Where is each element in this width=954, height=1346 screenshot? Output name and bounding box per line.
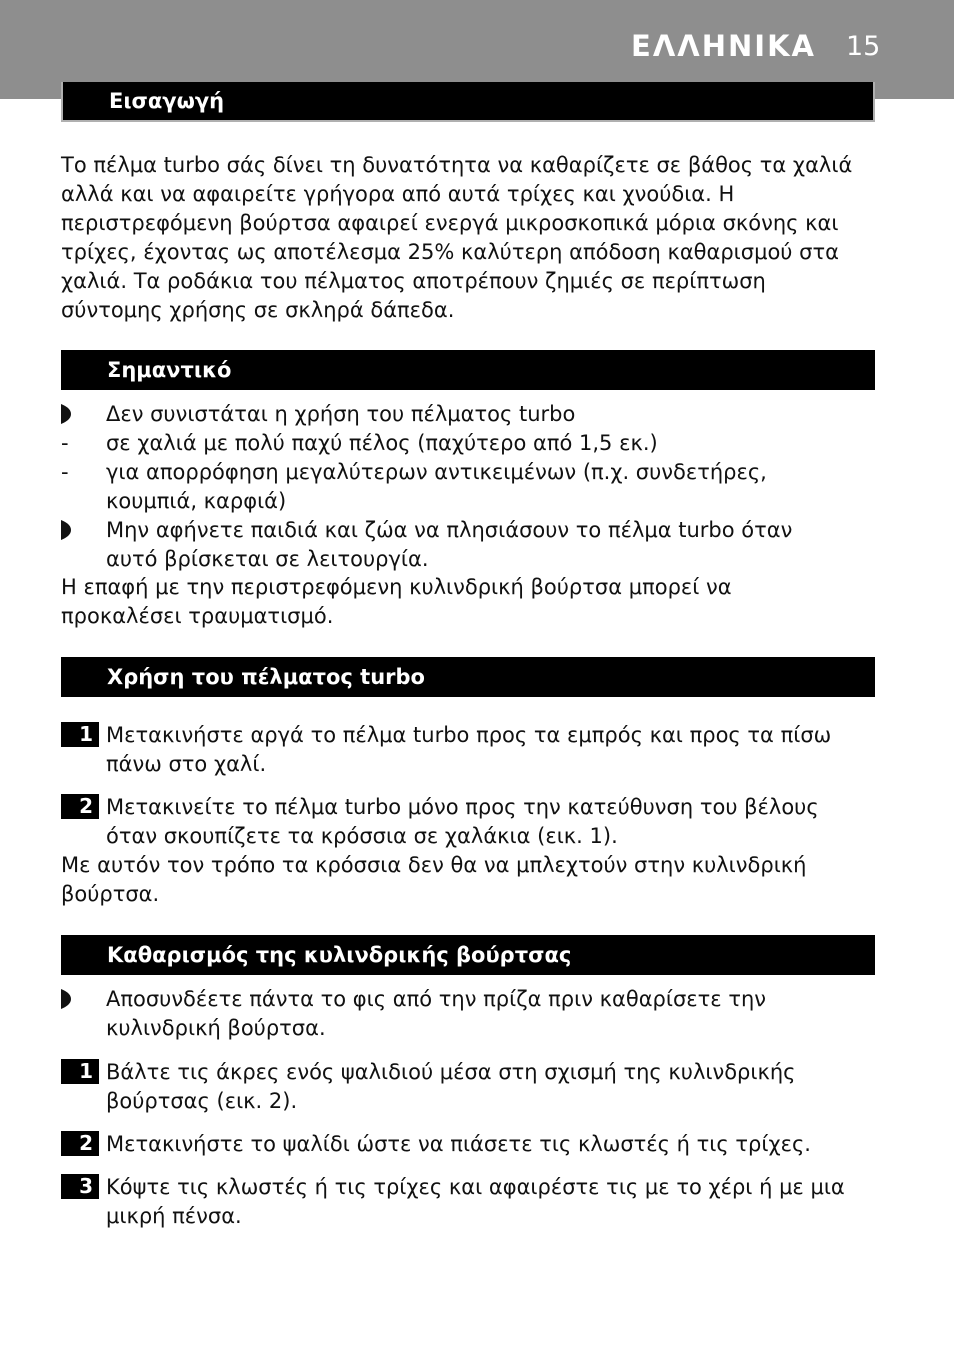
intro-line: Το πέλμα turbo σάς δίνει τη δυνατότητα να καθαρίζετε σε βάθος τα χαλιά bbox=[61, 153, 853, 177]
item-text bbox=[106, 985, 876, 1043]
item-line: Μην αφήνετε παιδιά και ζώα να πλησιάσουν το πέλμα turbo όταν bbox=[106, 518, 793, 542]
step-number: 1 bbox=[61, 722, 99, 747]
item-line: αυτό βρίσκεται σε λειτουργία. bbox=[106, 547, 429, 571]
step-line: Βάλτε τις άκρες ενός ψαλιδιού μέσα στη σχισμή της κυλινδρικής bbox=[106, 1060, 796, 1084]
item-line: για απορρόφηση μεγαλύτερων αντικειμένων (π.χ. συνδετήρες, bbox=[106, 460, 767, 484]
heading-usage: Χρήση του πέλματος turbo bbox=[61, 657, 875, 697]
note-line: Με αυτόν τον τρόπο τα κρόσσια δεν θα να μπλεχτούν στην κυλινδρική bbox=[61, 853, 807, 877]
note-line: βούρτσα. bbox=[61, 882, 160, 906]
intro-line: τρίχες, έχοντας ως αποτέλεσμα 25% καλύτερη απόδοση καθαρισμού στα bbox=[61, 240, 839, 264]
item-line: σε χαλιά με πολύ παχύ πέλος (παχύτερο από 1,5 εκ.) bbox=[106, 431, 658, 455]
step-line: Κόψτε τις κλωστές ή τις τρίχες και αφαιρέστε τις με το χέρι ή με μια bbox=[106, 1175, 845, 1199]
dash-marker: - bbox=[61, 460, 69, 484]
page-number: 15 bbox=[846, 31, 881, 62]
dash-item bbox=[61, 429, 881, 458]
step-item bbox=[61, 793, 881, 851]
item-line: Δεν συνιστάται η χρήση του πέλματος turbo bbox=[106, 402, 576, 426]
item-text bbox=[106, 429, 876, 458]
item-text bbox=[106, 516, 876, 574]
step-line: μικρή πένσα. bbox=[106, 1204, 242, 1228]
dash-item bbox=[61, 458, 881, 516]
warning-bullet-item bbox=[61, 400, 881, 429]
heading-important: Σημαντικό bbox=[61, 350, 875, 390]
heading-cleaning: Καθαρισμός της κυλινδρικής βούρτσας bbox=[61, 935, 875, 975]
step-line: Μετακινήστε το ψαλίδι ώστε να πιάσετε τις κλωστές ή τις τρίχες. bbox=[106, 1132, 811, 1156]
step-number: 2 bbox=[61, 1131, 99, 1156]
item-line: κουμπιά, καρφιά) bbox=[106, 489, 287, 513]
step-item bbox=[61, 721, 881, 779]
step-item bbox=[61, 1130, 881, 1159]
step-text bbox=[106, 1058, 876, 1116]
item-line: Αποσυνδέετε πάντα το φις από την πρίζα πριν καθαρίσετε την bbox=[106, 987, 767, 1011]
intro-line: αλλά και να αφαιρείτε γρήγορα από αυτά τρίχες και χνούδια. Η bbox=[61, 182, 735, 206]
step-item bbox=[61, 1173, 881, 1231]
step-text bbox=[106, 721, 876, 779]
warning-bullet-item bbox=[61, 985, 881, 1043]
intro-line: χαλιά. Τα ροδάκια του πέλματος αποτρέπουν ζημιές σε περίπτωση bbox=[61, 269, 766, 293]
step-item bbox=[61, 1058, 881, 1116]
intro-line: περιστρεφόμενη βούρτσα αφαιρεί ενεργά μικροσκοπικά μόρια σκόνης και bbox=[61, 211, 839, 235]
note-line: προκαλέσει τραυματισμό. bbox=[61, 604, 334, 628]
language-label: ΕΛΛΗΝΙΚΑ bbox=[631, 29, 816, 63]
usage-note bbox=[61, 851, 881, 909]
step-line: Μετακινήστε αργά το πέλμα turbo προς τα εμπρός και προς τα πίσω bbox=[106, 723, 832, 747]
step-text bbox=[106, 793, 876, 851]
item-line: κυλινδρική βούρτσα. bbox=[106, 1016, 326, 1040]
heading-intro: Εισαγωγή bbox=[61, 82, 875, 122]
step-line: πάνω στο χαλί. bbox=[106, 752, 267, 776]
bullet-arrow-icon bbox=[61, 404, 71, 424]
important-note bbox=[61, 573, 881, 631]
step-number: 2 bbox=[61, 794, 99, 819]
item-text bbox=[106, 400, 876, 429]
intro-line: σύντομης χρήσης σε σκληρά δάπεδα. bbox=[61, 298, 455, 322]
bullet-arrow-icon bbox=[61, 520, 71, 540]
bullet-arrow-icon bbox=[61, 989, 71, 1009]
step-number: 3 bbox=[61, 1174, 99, 1199]
warning-bullet-item bbox=[61, 516, 881, 574]
step-line: όταν σκουπίζετε τα κρόσσια σε χαλάκια (εικ. 1). bbox=[106, 824, 618, 848]
step-line: Μετακινείτε το πέλμα turbo μόνο προς την κατεύθυνση του βέλους bbox=[106, 795, 819, 819]
step-text bbox=[106, 1173, 876, 1231]
step-text bbox=[106, 1130, 876, 1159]
step-line: βούρτσας (εικ. 2). bbox=[106, 1089, 298, 1113]
note-line: Η επαφή με την περιστρεφόμενη κυλινδρική βούρτσα μπορεί να bbox=[61, 575, 732, 599]
dash-marker: - bbox=[61, 431, 69, 455]
step-number: 1 bbox=[61, 1059, 99, 1084]
intro-paragraph bbox=[61, 151, 881, 325]
item-text bbox=[106, 458, 876, 516]
